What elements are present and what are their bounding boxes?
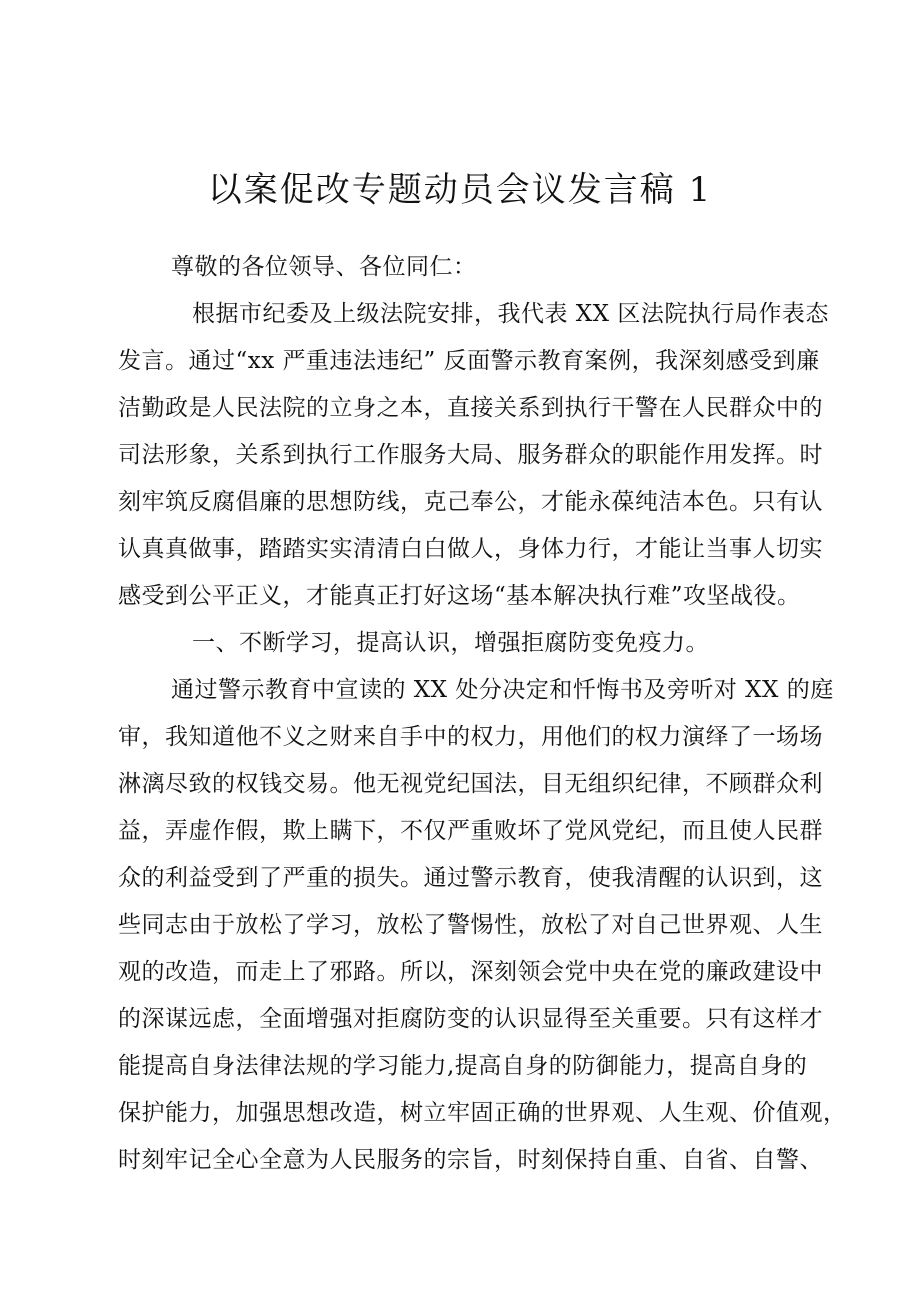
paragraph-2-line-3: 淋漓尽致的权钱交易。他无视党纪国法，目无组织纪律，不顾群众利	[118, 771, 823, 797]
paragraph-1-line-3: 洁勤政是人民法院的立身之本，直接关系到执行干警在人民群众中的	[118, 395, 823, 421]
paragraph-2-line-10: 保护能力，加强思想改造，树立牢固正确的世界观、人生观、价值观，	[118, 1100, 847, 1126]
paragraph-1-line-7: 感受到公平正义，才能真正打好这场“基本解决执行难”攻坚战役。	[118, 583, 801, 609]
section-heading-1: 一、不断学习，提高认识，增强拒腐防变免疫力。	[192, 630, 709, 656]
paragraph-2-line-1: 通过警示教育中宣读的 XX 处分决定和忏悔书及旁听对 XX 的庭	[171, 677, 834, 703]
document-title: 以案促改专题动员会议发言稿 1	[207, 170, 713, 210]
paragraph-1-line-5: 刻牢筑反腐倡廉的思想防线，克己奉公，才能永葆纯洁本色。只有认	[118, 489, 823, 515]
paragraph-1-line-4: 司法形象，关系到执行工作服务大局、服务群众的职能作用发挥。时	[118, 442, 823, 468]
paragraph-2-line-6: 些同志由于放松了学习，放松了警惕性，放松了对自己世界观、人生	[118, 912, 823, 938]
paragraph-1-line-6: 认真真做事，踏踏实实清清白白做人，身体力行，才能让当事人切实	[118, 536, 823, 562]
paragraph-2-line-5: 众的利益受到了严重的损失。通过警示教育，使我清醒的认识到，这	[118, 865, 823, 891]
paragraph-1-line-1: 根据市纪委及上级法院安排，我代表 XX 区法院执行局作表态	[192, 301, 829, 327]
paragraph-2-line-4: 益，弄虚作假，欺上瞒下，不仅严重败坏了党风党纪，而且使人民群	[118, 818, 823, 844]
paragraph-2-line-11: 时刻牢记全心全意为人民服务的宗旨，时刻保持自重、自省、自警、	[118, 1147, 823, 1173]
paragraph-2-line-2: 审，我知道他不义之财来自手中的权力，用他们的权力演绎了一场场	[118, 724, 823, 750]
paragraph-2-line-8: 的深谋远虑，全面增强对拒腐防变的认识显得至关重要。只有这样才	[118, 1006, 823, 1032]
paragraph-2-line-9: 能提高自身法律法规的学习能力,提高自身的防御能力，提高自身的	[118, 1053, 808, 1079]
paragraph-2-line-7: 观的改造，而走上了邪路。所以，深刻领会党中央在党的廉政建设中	[118, 959, 823, 985]
salutation-line: 尊敬的各位领导、各位同仁：	[171, 254, 477, 280]
paragraph-1-line-2: 发言。通过“xx 严重违法违纪” 反面警示教育案例，我深刻感受到廉	[118, 348, 820, 374]
